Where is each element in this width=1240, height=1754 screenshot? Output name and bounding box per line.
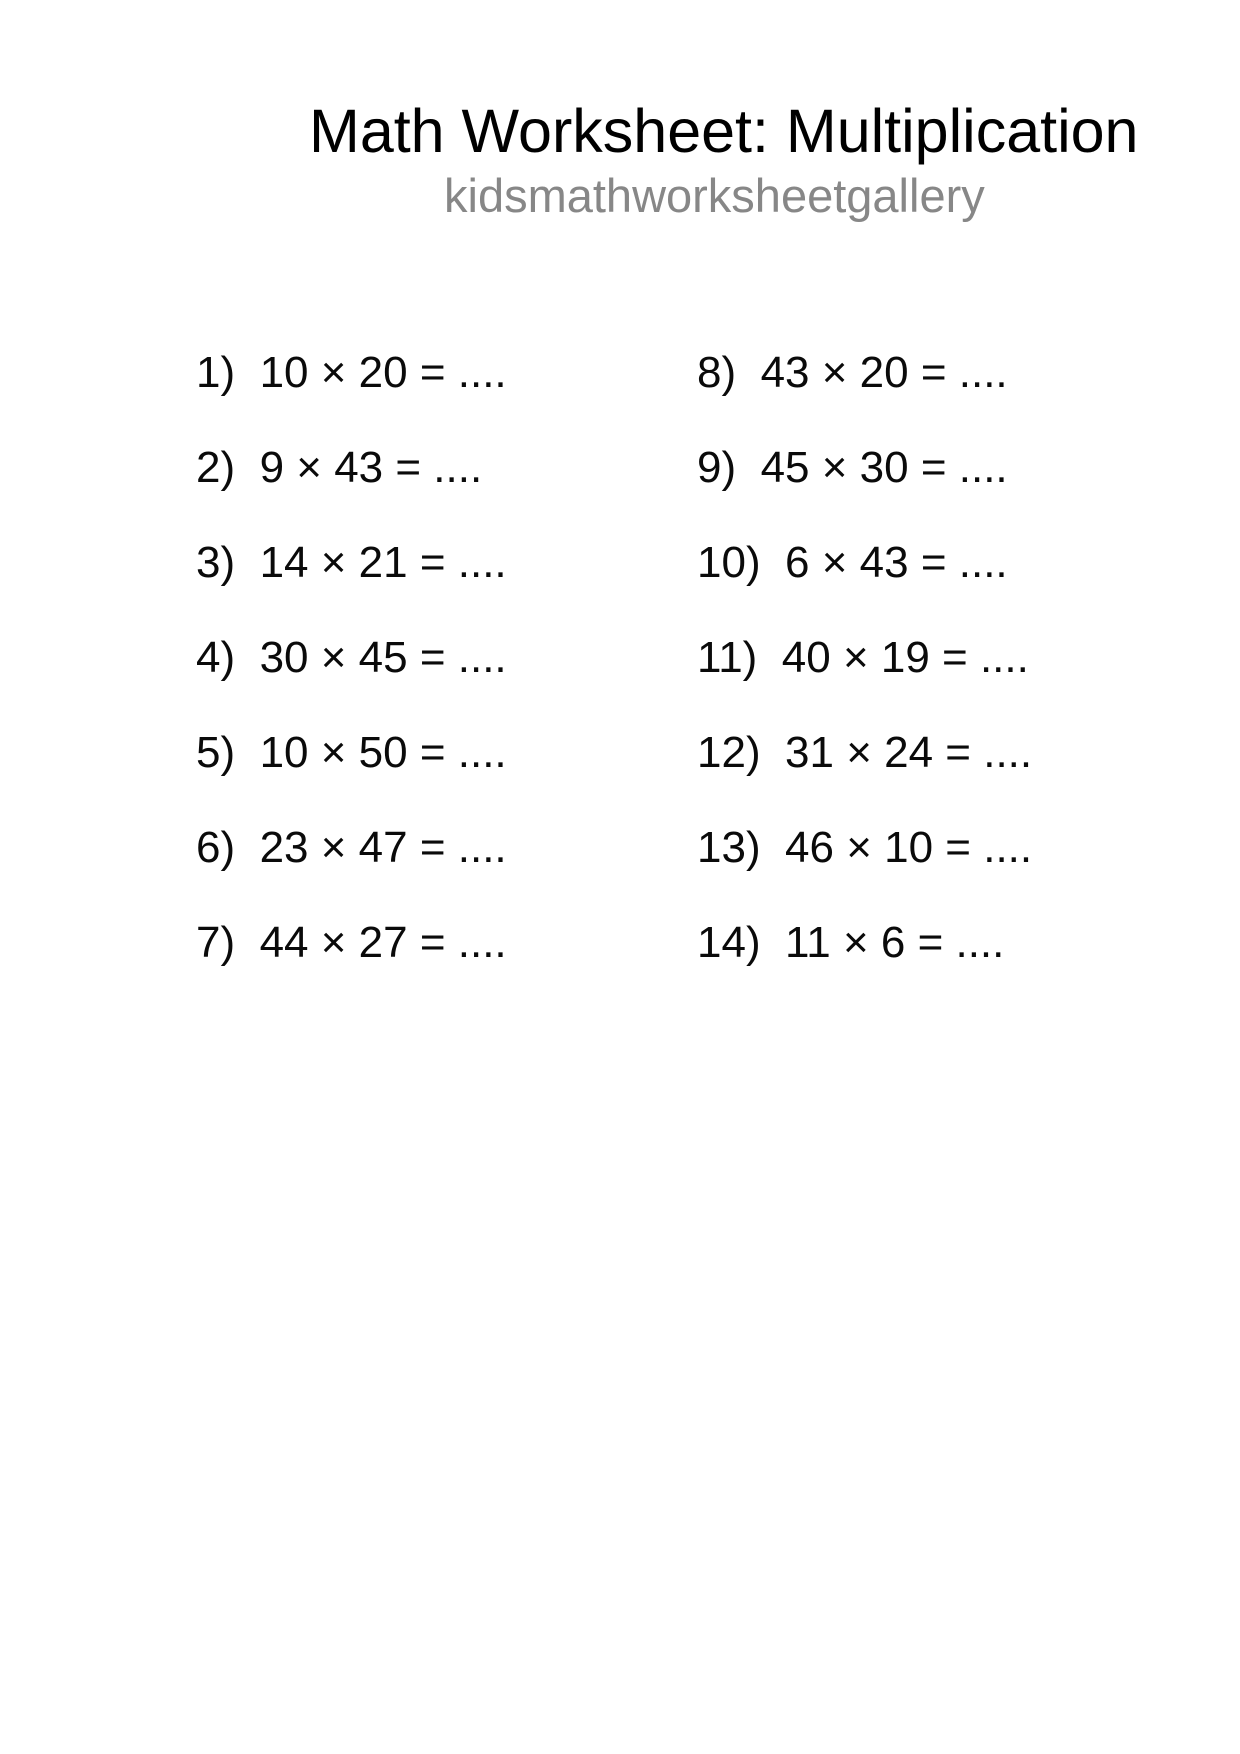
problem-item: [196, 348, 507, 397]
problem-item: [196, 633, 507, 682]
problem-number: 13): [697, 823, 786, 872]
problem-number: 3): [196, 538, 260, 587]
problem-expression: 6 × 43 = ....: [785, 538, 1008, 587]
problem-item: [196, 823, 507, 872]
problem-item: [697, 918, 1005, 967]
problem-expression: 30 × 45 = ....: [259, 633, 507, 682]
problem-number: 12): [697, 728, 786, 777]
problem-expression: 11 × 6 = ....: [785, 918, 1005, 967]
problem-item: [697, 538, 1008, 587]
problem-number: 5): [196, 728, 260, 777]
problem-item: [697, 633, 1029, 682]
problem-number: 9): [697, 443, 761, 492]
page-title: Math Worksheet: Multiplication: [309, 97, 1139, 165]
problem-item: [697, 728, 1033, 777]
problem-number: 14): [697, 918, 786, 967]
problem-number: 4): [196, 633, 260, 682]
problem-expression: 9 × 43 = ....: [259, 443, 483, 492]
problem-number: 2): [196, 443, 260, 492]
problem-expression: 10 × 20 = ....: [259, 348, 507, 397]
problem-number: 6): [196, 823, 260, 872]
problem-number: 11): [697, 633, 782, 682]
problem-number: 1): [196, 348, 260, 397]
problem-expression: 31 × 24 = ....: [785, 728, 1033, 777]
problem-item: [697, 443, 1008, 492]
problem-item: [697, 823, 1033, 872]
problem-number: 10): [697, 538, 786, 587]
problem-number: 8): [697, 348, 761, 397]
problem-item: [196, 728, 507, 777]
problem-number: 7): [196, 918, 260, 967]
problem-expression: 10 × 50 = ....: [259, 728, 507, 777]
problem-item: [697, 348, 1008, 397]
page-subtitle: kidsmathworksheetgallery: [444, 169, 985, 222]
problem-item: [196, 443, 483, 492]
problem-item: [196, 538, 507, 587]
problem-expression: 43 × 20 = ....: [760, 348, 1008, 397]
problem-expression: 46 × 10 = ....: [785, 823, 1033, 872]
problem-expression: 40 × 19 = ....: [781, 633, 1029, 682]
problem-expression: 23 × 47 = ....: [259, 823, 507, 872]
problem-expression: 14 × 21 = ....: [259, 538, 507, 587]
problem-expression: 44 × 27 = ....: [259, 918, 507, 967]
problem-item: [196, 918, 507, 967]
problem-expression: 45 × 30 = ....: [760, 443, 1008, 492]
